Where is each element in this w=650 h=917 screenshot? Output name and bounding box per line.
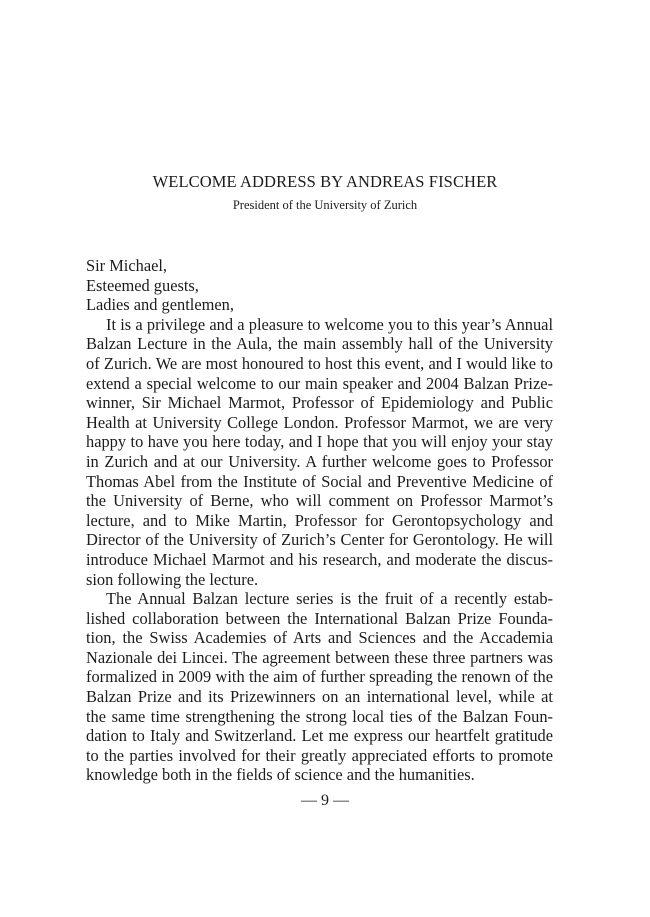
body-text [86,256,553,785]
salutation-line: Esteemed guests, [86,275,199,295]
paragraph: The Annual Balzan lecture series is the fruit of a recently established collaboration between the International Balzan Prize Foundation, the Swiss Academies of Arts and Sciences and the Accademia Nazionale dei Lincei. The agreement between these three partners was formalized in 2009 with the aim of further spreading the renown of the Balzan Prize and its Prizewinners on an international level, while at the same time strengthening the strong local ties of the Balzan Foundation to Italy and Switzerland. Let me express our heartfelt gratitude to the parties involved for their greatly appreciated efforts to promote knowledge both in the fields of science and the humanities. [86,589,553,785]
paragraph: It is a privilege and a pleasure to welcome you to this year’s Annual Balzan Lecture in the Aula, the main assembly hall of the University of Zurich. We are most honoured to host this event, and I would like to extend a special welcome to our main speaker and 2004 Balzan Prizewinner, Sir Michael Marmot, Professor of Epidemiology and Public Health at University College London. Professor Marmot, we are very happy to have you here today, and I hope that you will enjoy your stay in Zurich and at our University. A further welcome goes to Professor Thomas Abel from the Institute of Social and Preventive Medicine of the University of Berne, who will comment on Professor Marmot’s lecture, and to Mike Martin, Professor for Gerontopsychology and Director of the University of Zurich’s Center for Gerontology. He will introduce Michael Marmot and his research, and moderate the discussion following the lecture. [86,314,553,589]
page-subtitle: President of the University of Zurich [232,198,418,212]
page-number: — 9 — [301,792,349,809]
salutation-line: Ladies and gentlemen, [86,295,234,315]
page-title: WELCOME ADDRESS BY ANDREAS FISCHER [152,172,498,191]
salutation-line: Sir Michael, [86,256,168,275]
